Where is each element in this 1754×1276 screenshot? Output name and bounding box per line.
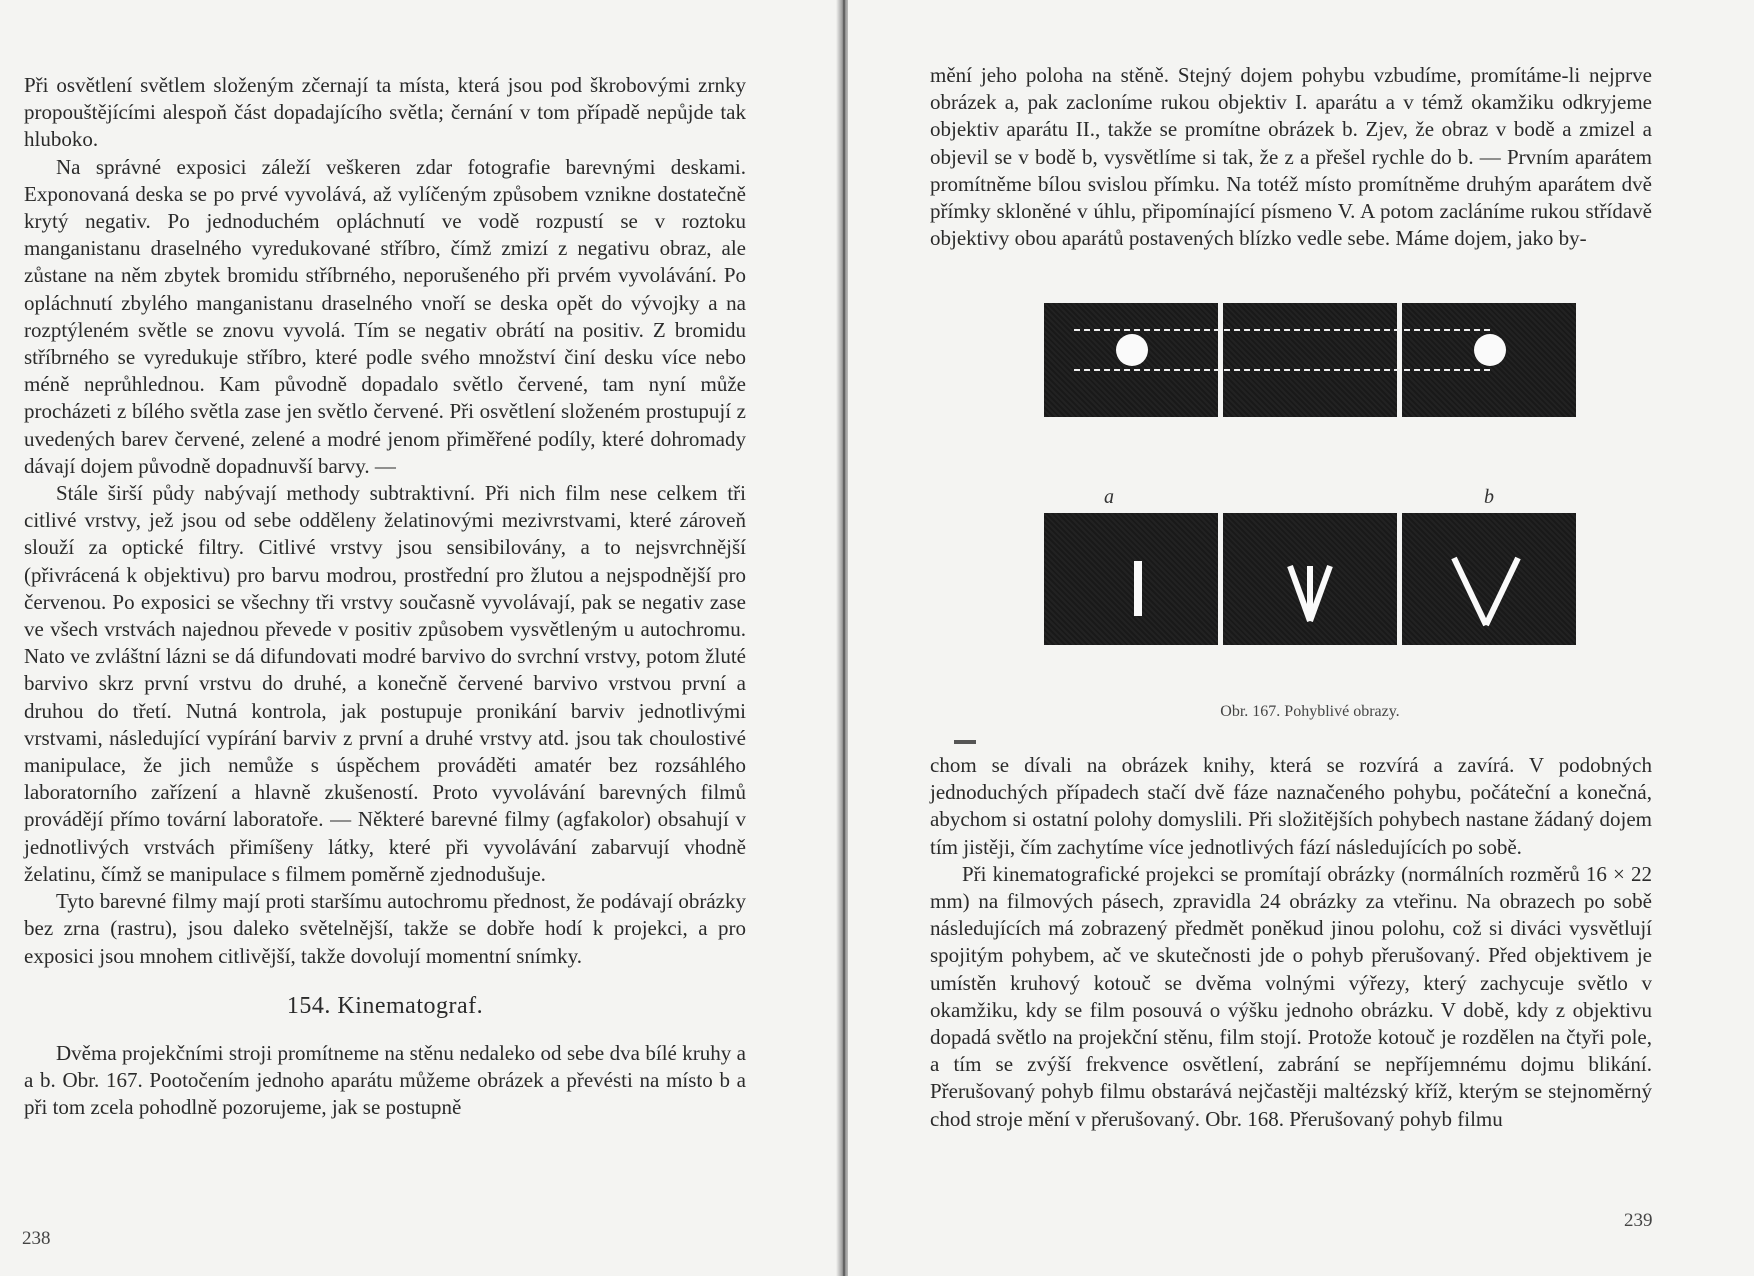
film-frame: [1223, 513, 1397, 645]
left-page: [0, 0, 840, 1276]
right-page-top-text: [930, 62, 1652, 252]
figure-label-a: a: [1104, 486, 1114, 508]
left-page-text: [24, 72, 746, 1121]
right-page-bottom-text: [930, 752, 1652, 1133]
film-frame: [1402, 513, 1576, 645]
paragraph: Při kinematografické projekci se promítají obrázky (normálních rozměrů 16 × 22 mm) na filmových pásech, zpravidla 24 obrázky za vteřinu. Na obrazech po sobě následujících má zobrazený předmět poněkud jinou polohu, což si diváci vysvětlují spojitým pohybem, ač ve skutečnosti jde o pohyb přerušovaný. Před objektivem je umístěn kruhový kotouč se dvěma volnými výřezy, který zachycuje světlo v okamžiku, kdy se film posouvá o výšku jednoho obrázku. V době, kdy z objektivu dopadá světlo na projekční stěnu, film stojí. Protože kotouč je rozdělen na čtyři pole, a tím se zvýší frekvence osvětlení, zabrání se nepříjemnému dojmu blikání. Přerušovaný pohyb filmu obstarává nejčastěji maltézský kříž, kterým se stejnoměrný chod stroje mění v přerušovaný. Obr. 168. Přerušovaný pohyb filmu: [930, 861, 1652, 1131]
film-frame: [1223, 303, 1397, 417]
film-frame: [1402, 303, 1576, 417]
paragraph: Stále širší půdy nabývají methody subtraktivní. Při nich film nese celkem tři citlivé vrstvy, jež jsou od sebe odděleny želatinovými mezivrstvami, které zároveň slouží za optické filtry. Citlivé vrstvy jsou sensibilovány, a to nejsvrchnější (přivrácená k objektivu) pro barvu modrou, prostřední pro žlutou a nejspodnější pro červenou. Po exposici se všechny tři vrstvy současně vyvolávají, pak se negativ zase ve všech vrstvách najednou převede v positiv způsobem vysvětleným u autochromu. Nato ve zvláštní lázni se dá difundovati modré barvivo do svrchní vrstvy, potom žluté barvivo skrz první vrstvu do druhé, a konečně červené barvivo vrstvou první a druhou do třetí. Nutná kontrola, jak postupuje pronikání barviv jednotlivými vrstvami, následující vypírání barviv z první a druhé vrstvy atd. jsou tak choulostivé manipulace, že jich nemůže s úspěchem prováděti amatér bez rozsáhlého laboratorního zařízení a hlavně zkušeností. Proto vyvolávání barevných filmů provádějí přímo tovární laboratoře. — Některé barevné filmy (agfakolor) obsahují v jednotlivých vrstvách přimíšeny látky, které při vyvolávání zabarvují vhodně želatinu, čímž se manipulace s filmem poměrně zjednodušuje.: [24, 481, 746, 886]
figure-bottom-row: [1044, 513, 1576, 645]
film-frame: [1044, 513, 1218, 645]
page-number: 239: [1624, 1210, 1653, 1231]
figure-167: [1044, 303, 1576, 725]
page-number: 238: [22, 1228, 51, 1249]
paragraph: Tyto barevné filmy mají proti staršímu autochromu přednost, že podávají obrázky bez zrna (rastru), jsou daleko světelnější, takže se dobře hodí k projekci, a pro exposici jsou mnohem citlivější, takže dovolují momentní snímky.: [24, 889, 746, 968]
paragraph: Dvěma projekčními stroji promítneme na stěnu nedaleko od sebe dva bílé kruhy a a b. Obr. 167. Pootočením jednoho aparátu můžeme obrázek a převésti na místo b a při tom zcela pohodlně pozorujeme, jak se postupně: [24, 1040, 746, 1120]
film-frame: [1044, 303, 1218, 417]
paragraph: mění jeho poloha na stěně. Stejný dojem pohybu vzbudíme, promítáme-li nejprve obrázek a, pak zacloníme rukou objektiv I. aparátu a v témž okamžiku odkryjeme objektiv aparátu II., takže se promítne obrázek b. Zjev, že obraz v bodě a zmizel a objevil se v bodě b, vysvětlíme si tak, že z a přešel rychle do b. — Prvním aparátem promítněme bílou svislou přímku. Na totéž místo promítněme druhým aparátem dvě přímky skloněné v úhlu, připomínající písmeno V. A potom zacláníme rukou střídavě objektivy obou aparátů postavených blízko vedle sebe. Máme dojem, jako by-: [930, 63, 1652, 251]
paragraph: Na správné exposici záleží veškeren zdar fotografie barevnými deskami. Exponovaná deska se po prvé vyvolává, až vylíčeným způsobem vznikne dostatečně krytý negativ. Po jednoduchém opláchnutí ve vodě rozpustí se v roztoku manganistanu draselného vyredukované stříbro, čímž zmizí z negativu obraz, ale zůstane na něm zbytek bromidu stříbrného, neporušeného při prvém vyvolávání. Po opláchnutí zbylého manganistanu draselného vnoří se deska opět do vývojky a na rozptýleném světle se znovu vyvolá. Tím se negativ obrátí na positiv. Z bromidu stříbrného se vyredukuje stříbro, které podle svého množství činí desku více nebo méně neprůhlednou. Kam původně dopadalo světlo červené, tam nyní může procházeti z bílého světla zase jen světlo červené. Při osvětlení složeném prostupují z uvedených barev červené, zelené a modré jenom přiměřené podíly, které dohromady dávají dojem původně dopadnuvší barvy. —: [24, 154, 746, 478]
figure-caption: Obr. 167. Pohyblivé obrazy.: [1220, 703, 1400, 720]
section-heading: 154. Kinematograf.: [286, 992, 484, 1019]
figure-top-row: [1044, 303, 1576, 417]
figure-label-b: b: [1484, 486, 1494, 508]
paragraph: Při osvětlení světlem složeným zčernají ta místa, která jsou pod škrobovými zrnky propouštějícími alespoň část dopadajícího světla; černání v tom případě nepůjde tak hluboko.: [24, 73, 746, 152]
print-mark: [954, 740, 976, 744]
paragraph: chom se dívali na obrázek knihy, která se rozvírá a zavírá. V podobných jednoduchých případech stačí dvě fáze naznačeného pohybu, počáteční a konečná, abychom si ostatní polohy domyslili. Při složitějších pohybech nastane žádaný dojem tím jistěji, čím zachytíme více jednotlivých fází následujících po sobě.: [930, 753, 1652, 859]
